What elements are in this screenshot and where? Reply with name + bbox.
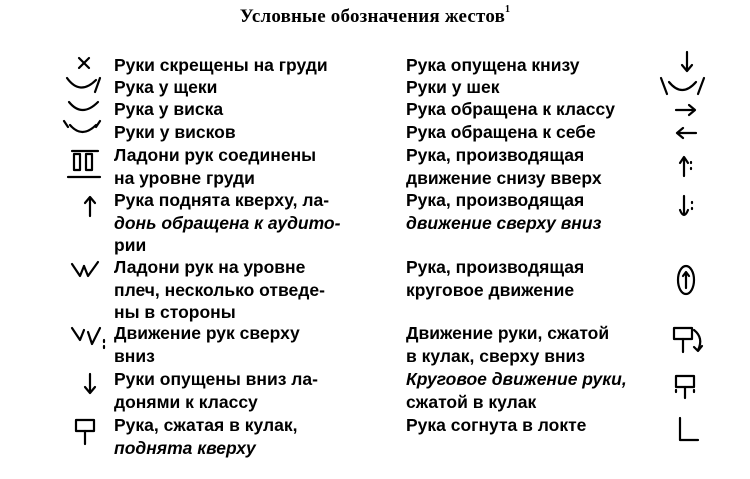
elbow-bent-icon — [664, 414, 710, 448]
legend-item-right-7: Рука, производящая круговое движение — [406, 257, 585, 300]
legend-item-left-7: Ладони рук на уровне плеч, несколько отведе- ны в стороны — [114, 257, 325, 322]
title-footnote-marker: 1 — [505, 4, 511, 15]
legend-item-right-9: Круговое движение руки, сжатой в кулак — [406, 369, 627, 412]
motion-down-icon — [664, 192, 710, 222]
fist-down-motion-icon — [664, 322, 710, 360]
legend-item-left-10: Рука, сжатая в кулак, поднята кверху — [114, 415, 298, 458]
legend-item-right-1: Рука опущена книзу — [406, 55, 580, 75]
arrow-left-icon — [664, 119, 710, 149]
legend-item-right-8: Движение руки, сжатой в кулак, сверху вниз — [406, 323, 610, 366]
legend-item-left-9: Руки опущены вниз ла- донями к классу — [114, 369, 318, 412]
legend-item-left-3: Рука у виска — [114, 99, 224, 119]
legend-item-left-1: Руки скрещены на груди — [114, 55, 328, 75]
legend-item-left-2: Рука у щеки — [114, 77, 218, 97]
fist-raised-icon — [62, 414, 108, 448]
fist-circular-icon — [664, 370, 710, 406]
legend-item-right-10: Рука согнута в локте — [406, 415, 587, 435]
motion-up-icon — [664, 150, 710, 180]
legend-item-left-4: Руки у висков — [114, 122, 236, 142]
palms-spread-icon — [66, 256, 112, 286]
page-title: Условные обозначения жестов$^1$ — [239, 4, 511, 27]
legend-item-left-8: Движение рук сверху вниз — [114, 323, 300, 366]
legend-item-left-6: Рука поднята кверху, ла- донь обращена к аудито- рии — [114, 190, 341, 255]
arrow-down-icon — [62, 368, 108, 398]
arrow-up-icon — [62, 190, 108, 220]
legend-item-left-5: Ладони рук соединены на уровне груди — [114, 145, 317, 188]
hands-at-temples-icon — [62, 115, 108, 145]
legend-item-right-2: Руки у шек — [406, 77, 500, 97]
legend-item-right-5: Рука, производящая движение снизу вверх — [406, 145, 602, 188]
legend-item-right-6: Рука, производящая движение сверху вниз — [406, 190, 602, 233]
legend-item-right-3: Рука обращена к классу — [406, 99, 615, 119]
palms-joined-icon — [62, 147, 108, 183]
hands-down-motion-icon — [68, 322, 114, 352]
circular-motion-icon — [664, 262, 710, 298]
legend-item-right-4: Рука обращена к себе — [406, 122, 596, 142]
